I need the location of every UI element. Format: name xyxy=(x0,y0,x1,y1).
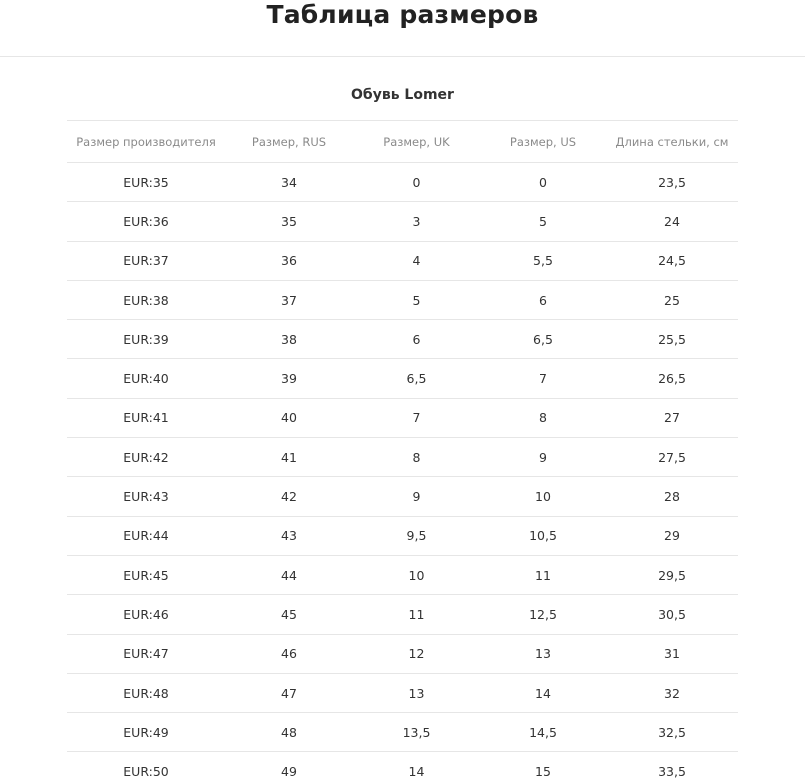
cell-manufacturer-size: EUR:41 xyxy=(67,398,225,437)
table-row xyxy=(67,163,738,202)
cell-insole-length: 27 xyxy=(606,398,738,437)
table-row xyxy=(67,673,738,712)
cell-us-size: 14,5 xyxy=(480,713,606,752)
cell-manufacturer-size: EUR:49 xyxy=(67,713,225,752)
cell-insole-length: 30,5 xyxy=(606,595,738,634)
table-title: Обувь Lomer xyxy=(351,87,454,103)
cell-us-size: 9 xyxy=(480,438,606,477)
cell-us-size: 5,5 xyxy=(480,241,606,280)
cell-manufacturer-size: EUR:48 xyxy=(67,673,225,712)
cell-insole-length: 32 xyxy=(606,673,738,712)
header-insole-length: Длина стельки, см xyxy=(606,121,738,163)
cell-insole-length: 29,5 xyxy=(606,555,738,594)
page-title: Таблица размеров xyxy=(266,0,539,29)
cell-rus-size: 36 xyxy=(225,241,353,280)
cell-uk-size: 9 xyxy=(353,477,480,516)
cell-us-size: 6 xyxy=(480,280,606,319)
size-table xyxy=(67,120,738,784)
table-row xyxy=(67,477,738,516)
table-row xyxy=(67,320,738,359)
table-row xyxy=(67,280,738,319)
header-uk-size: Размер, UK xyxy=(353,121,480,163)
cell-rus-size: 49 xyxy=(225,752,353,784)
table-row xyxy=(67,516,738,555)
cell-insole-length: 31 xyxy=(606,634,738,673)
cell-uk-size: 10 xyxy=(353,555,480,594)
cell-insole-length: 24,5 xyxy=(606,241,738,280)
cell-rus-size: 34 xyxy=(225,163,353,202)
cell-uk-size: 11 xyxy=(353,595,480,634)
cell-rus-size: 37 xyxy=(225,280,353,319)
cell-uk-size: 13,5 xyxy=(353,713,480,752)
cell-insole-length: 27,5 xyxy=(606,438,738,477)
cell-manufacturer-size: EUR:43 xyxy=(67,477,225,516)
table-row xyxy=(67,752,738,784)
cell-rus-size: 44 xyxy=(225,555,353,594)
header-manufacturer-size: Размер производителя xyxy=(67,121,225,163)
cell-us-size: 6,5 xyxy=(480,320,606,359)
cell-manufacturer-size: EUR:35 xyxy=(67,163,225,202)
cell-manufacturer-size: EUR:45 xyxy=(67,555,225,594)
cell-uk-size: 6 xyxy=(353,320,480,359)
cell-manufacturer-size: EUR:39 xyxy=(67,320,225,359)
table-row xyxy=(67,713,738,752)
cell-us-size: 8 xyxy=(480,398,606,437)
cell-uk-size: 0 xyxy=(353,163,480,202)
cell-uk-size: 7 xyxy=(353,398,480,437)
cell-rus-size: 35 xyxy=(225,202,353,241)
cell-manufacturer-size: EUR:46 xyxy=(67,595,225,634)
cell-us-size: 7 xyxy=(480,359,606,398)
cell-uk-size: 4 xyxy=(353,241,480,280)
header-us-size: Размер, US xyxy=(480,121,606,163)
cell-us-size: 14 xyxy=(480,673,606,712)
cell-insole-length: 33,5 xyxy=(606,752,738,784)
cell-us-size: 0 xyxy=(480,163,606,202)
cell-manufacturer-size: EUR:36 xyxy=(67,202,225,241)
cell-rus-size: 42 xyxy=(225,477,353,516)
table-row xyxy=(67,595,738,634)
table-header xyxy=(67,121,738,163)
cell-rus-size: 38 xyxy=(225,320,353,359)
table-row xyxy=(67,438,738,477)
cell-rus-size: 41 xyxy=(225,438,353,477)
cell-manufacturer-size: EUR:50 xyxy=(67,752,225,784)
table-body xyxy=(67,163,738,784)
cell-uk-size: 5 xyxy=(353,280,480,319)
cell-insole-length: 25 xyxy=(606,280,738,319)
cell-rus-size: 48 xyxy=(225,713,353,752)
table-row xyxy=(67,359,738,398)
cell-uk-size: 12 xyxy=(353,634,480,673)
cell-manufacturer-size: EUR:44 xyxy=(67,516,225,555)
cell-manufacturer-size: EUR:40 xyxy=(67,359,225,398)
table-row xyxy=(67,634,738,673)
cell-us-size: 10,5 xyxy=(480,516,606,555)
cell-us-size: 13 xyxy=(480,634,606,673)
cell-uk-size: 9,5 xyxy=(353,516,480,555)
cell-manufacturer-size: EUR:38 xyxy=(67,280,225,319)
cell-insole-length: 23,5 xyxy=(606,163,738,202)
cell-rus-size: 47 xyxy=(225,673,353,712)
cell-insole-length: 24 xyxy=(606,202,738,241)
cell-insole-length: 32,5 xyxy=(606,713,738,752)
cell-insole-length: 25,5 xyxy=(606,320,738,359)
cell-us-size: 10 xyxy=(480,477,606,516)
table-row xyxy=(67,202,738,241)
cell-rus-size: 39 xyxy=(225,359,353,398)
cell-insole-length: 26,5 xyxy=(606,359,738,398)
cell-insole-length: 29 xyxy=(606,516,738,555)
cell-uk-size: 6,5 xyxy=(353,359,480,398)
table-row xyxy=(67,398,738,437)
cell-us-size: 12,5 xyxy=(480,595,606,634)
cell-uk-size: 3 xyxy=(353,202,480,241)
title-divider xyxy=(0,56,805,57)
cell-insole-length: 28 xyxy=(606,477,738,516)
table-row xyxy=(67,555,738,594)
cell-rus-size: 43 xyxy=(225,516,353,555)
cell-manufacturer-size: EUR:42 xyxy=(67,438,225,477)
cell-rus-size: 40 xyxy=(225,398,353,437)
table-header-row xyxy=(67,121,738,163)
cell-us-size: 5 xyxy=(480,202,606,241)
cell-rus-size: 45 xyxy=(225,595,353,634)
cell-uk-size: 14 xyxy=(353,752,480,784)
cell-manufacturer-size: EUR:37 xyxy=(67,241,225,280)
cell-us-size: 15 xyxy=(480,752,606,784)
cell-us-size: 11 xyxy=(480,555,606,594)
cell-uk-size: 13 xyxy=(353,673,480,712)
cell-uk-size: 8 xyxy=(353,438,480,477)
table-row xyxy=(67,241,738,280)
cell-manufacturer-size: EUR:47 xyxy=(67,634,225,673)
cell-rus-size: 46 xyxy=(225,634,353,673)
header-rus-size: Размер, RUS xyxy=(225,121,353,163)
